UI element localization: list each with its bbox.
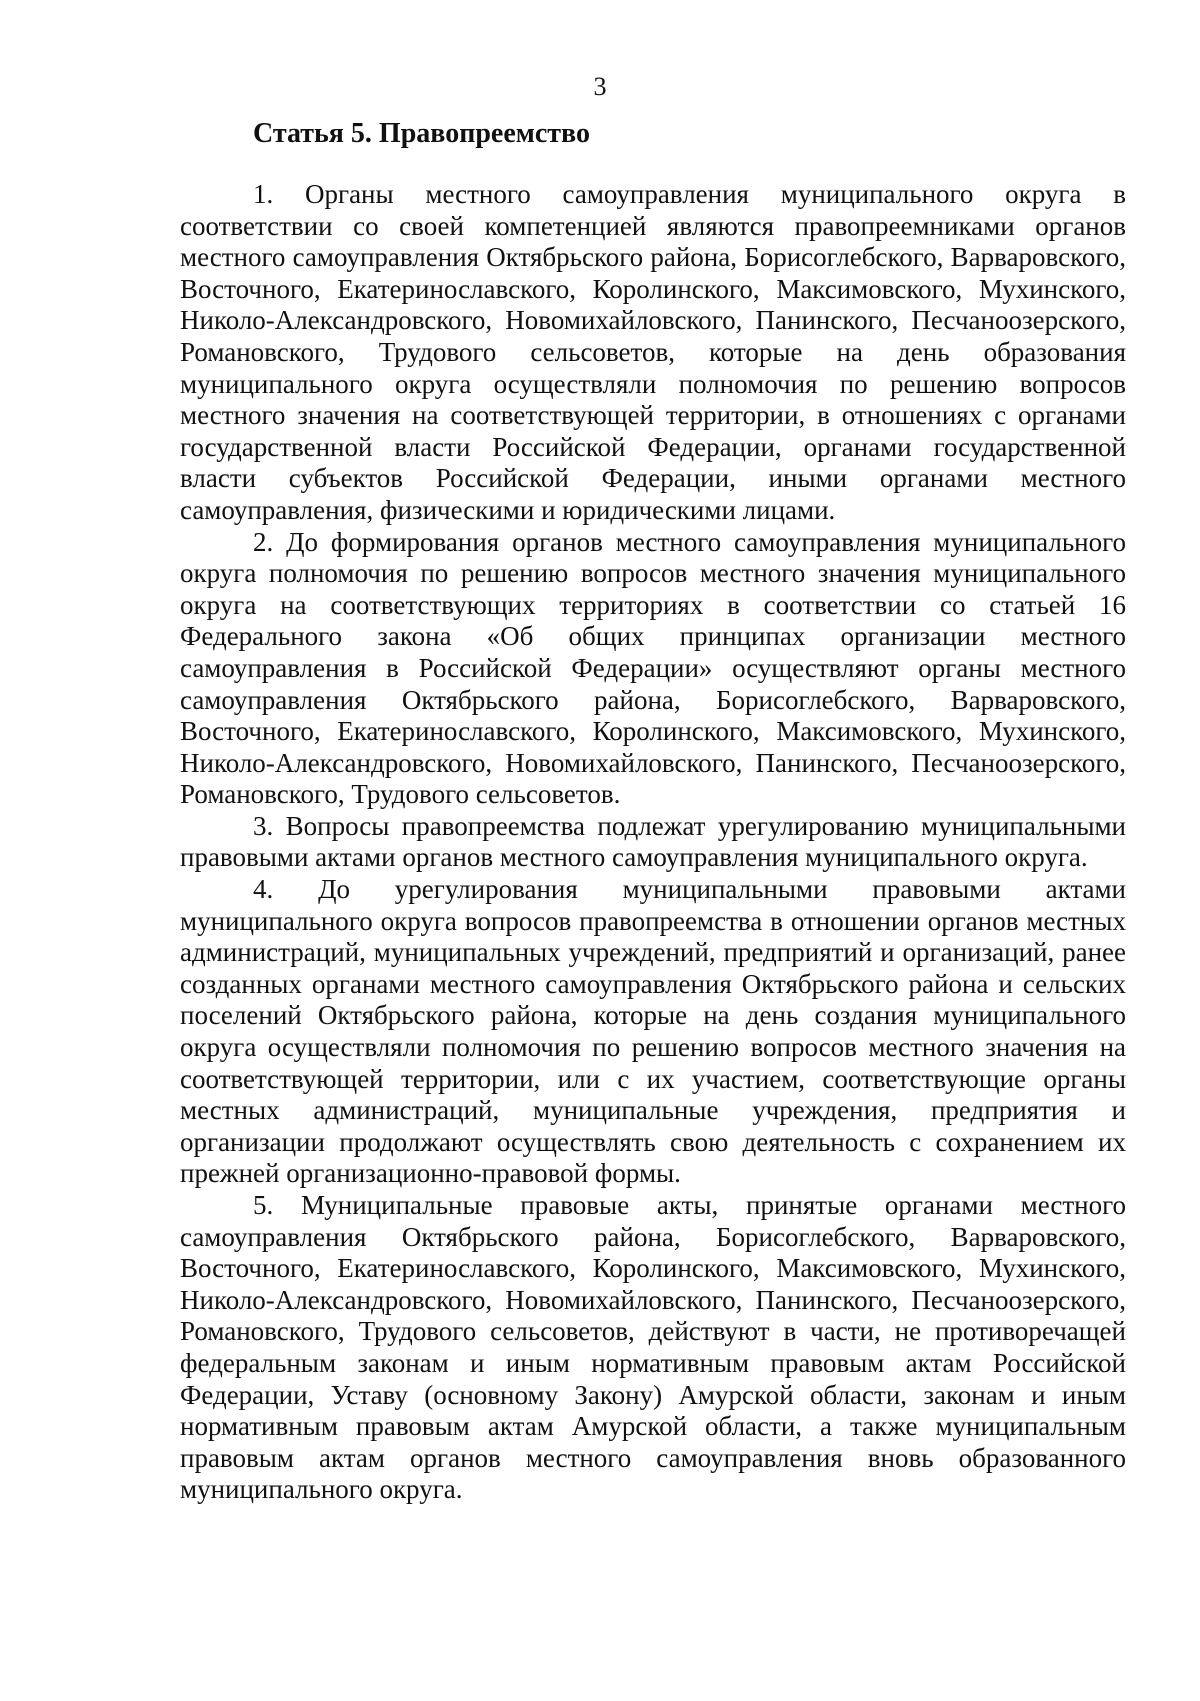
- page-number: 3: [593, 72, 607, 101]
- paragraph-4: 4. До урегулирования муниципальными правовыми актами муниципального округа вопросов правопреемства в отношении органов местных администраций, муниципальных учреждений, предприятий и организаций, ранее созданных органами местного самоуправления Октябрьского района и сельских поселений Октябрьского района, которые на день создания муниципального округа осуществляли полномочия по решению вопросов местного значения на соответствующей территории, или с их участием, соответствующие органы местных администраций, муниципальные учреждения, предприятия и организации продолжают осуществлять свою деятельность с сохранением их прежней организационно-правовой формы.: [180, 874, 1126, 1189]
- article-heading: Статья 5. Правопреемство: [253, 118, 590, 149]
- paragraph-3: 3. Вопросы правопреемства подлежат урегулированию муниципальными правовыми актами органов местного самоуправления муниципального округа.: [180, 810, 1126, 873]
- paragraph-1: 1. Органы местного самоуправления муниципального округа в соответствии со своей компетенцией являются правопреемниками органов местного самоуправления Октябрьского района, Борисоглебского, Варваровского, Восточного, Екатеринославского, Королинского, Максимовского, Мухинского, Николо-Александровского, Новомихайловского, Панинского, Песчаноозерского, Романовского, Трудового сельсоветов, которые на день образования муниципального округа осуществляли полномочия по решению вопросов местного значения на соответствующей территории, в отношениях с органами государственной власти Российской Федерации, органами государственной власти субъектов Российской Федерации, иными органами местного самоуправления, физическими и юридическими лицами.: [180, 179, 1126, 525]
- article-body: [180, 179, 1126, 1506]
- paragraph-5: 5. Муниципальные правовые акты, принятые органами местного самоуправления Октябрьского района, Борисоглебского, Варваровского, Восточного, Екатеринославского, Королинского, Максимовского, Мухинского, Николо-Александровского, Новомихайловского, Панинского, Песчаноозерского, Романовского, Трудового сельсоветов, действуют в части, не противоречащей федеральным законам и иным нормативным правовым актам Российской Федерации, Уставу (основному Закону) Амурской области, законам и иным нормативным правовым актам Амурской области, а также муниципальным правовым актам органов местного самоуправления вновь образованного муниципального округа.: [180, 1190, 1126, 1505]
- paragraph-2: 2. До формирования органов местного самоуправления муниципального округа полномочия по решению вопросов местного значения муниципального округа на соответствующих территориях в соответствии со статьей 16 Федерального закона «Об общих принципах организации местного самоуправления в Российской Федерации» осуществляют органы местного самоуправления Октябрьского района, Борисоглебского, Варваровского, Восточного, Екатеринославского, Королинского, Максимовского, Мухинского, Николо-Александровского, Новомихайловского, Панинского, Песчаноозерского, Романовского, Трудового сельсоветов.: [180, 526, 1126, 810]
